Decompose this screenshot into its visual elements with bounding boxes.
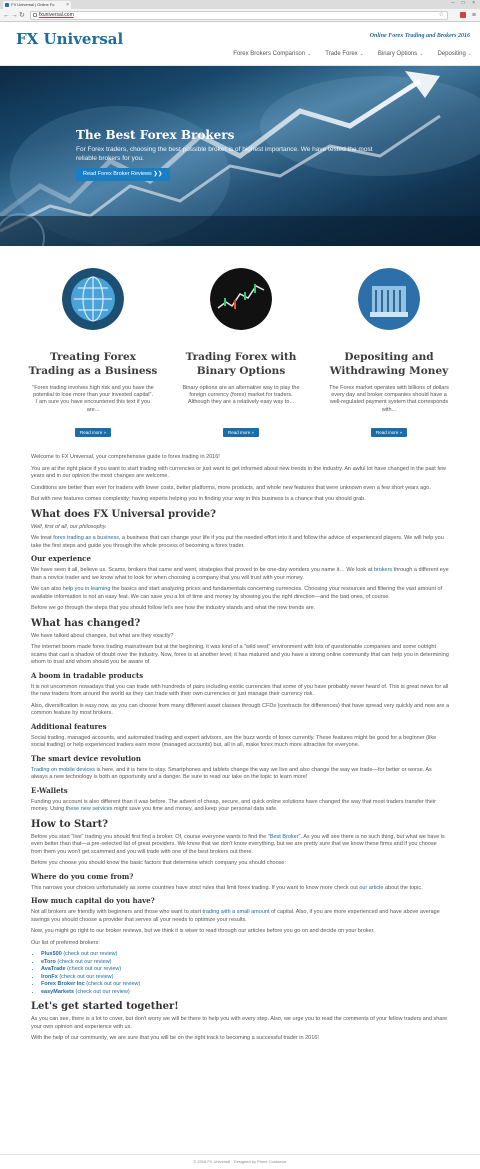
paragraph: Now, you might go right to our broker reviews, but we think it is wiser to read through our articles before you go on and decide on your broker. — [31, 928, 375, 934]
paragraph — [31, 799, 449, 814]
forward-arrow-icon[interactable]: → — [11, 12, 18, 19]
broker-name[interactable]: easyMarkets — [41, 988, 75, 995]
link-help-learning[interactable]: help you in learning — [62, 586, 111, 592]
nav-item-binary-options[interactable] — [378, 51, 424, 57]
text: through a different eye than a novice trader and we know what to look for when choosing a company that you will trust with your money. — [31, 567, 449, 581]
feature-business — [26, 268, 160, 439]
feature-binary-options — [174, 268, 308, 439]
read-reviews-button[interactable]: Read Forex Broker Reviews ❯❯ — [76, 168, 170, 181]
paragraph: Conditions are better than ever for traders with lower costs, better platforms, more products, and whole new features that were unknown even a few short years ago. — [31, 484, 431, 491]
hero-banner — [0, 66, 480, 246]
feature-excerpt: Binary options are an alternative way to play the foreign currency (forex) market for traders. Although they are a relatively easy way to... — [182, 385, 300, 406]
paragraph: It is not uncommon nowadays that you can trade with hundreds of pairs including exotic currencies that some of you have probably never heard of. This is great news for all the new traders from around the world as they can trade with their own currencies or just manage their currency risk. — [31, 683, 449, 697]
paragraph: Before you choose you should know the basic factors that determine which company you should choose: — [31, 860, 286, 866]
globe-image[interactable] — [62, 268, 124, 330]
broker-name[interactable]: AvaTrade — [41, 966, 66, 972]
text: the basics and start analyzing prices and fundamentals concerning currencies. Choosing your resources and filtering the vast amount of available information is not an easy feat. We can save you a lot of time and money by showing you the right direction—and the bad ones, of course. — [31, 586, 443, 600]
extension-icon[interactable] — [460, 12, 466, 18]
broker-review-link[interactable]: (check out our review) — [84, 981, 141, 987]
heading-how-to-start: How to Start? — [31, 818, 109, 830]
hero-subtitle: For Forex traders, choosing the best possible broker is of highest importance. We have tested the most reliable brokers for you. — [76, 146, 373, 162]
broker-name[interactable]: IronFx — [41, 973, 58, 980]
paragraph: But with new features comes complexity; having experts helping you in finding your way in this business is a chance that you should grab. — [31, 496, 366, 502]
nav-item-trade-forex[interactable] — [325, 51, 364, 57]
text: We have seen it all, believe us. Scams, brokers that came and went, strategies that proved to be one-day wonders you name it… We look at — [31, 567, 374, 573]
broker-review-link[interactable]: (check out our review) — [55, 958, 112, 965]
browser-tab-strip — [0, 0, 480, 9]
heading-smart-device: The smart device revolution — [31, 753, 141, 763]
bank-building-image[interactable] — [358, 268, 420, 330]
main-nav — [233, 51, 472, 57]
text: ". As you will see there is no such thing, but what we have is even better than that—a pre-selected list of great providers. We know that we don't know everything, but we are pretty sure that we know these firms and if you choose from them you won't get scammed and you will trade with one of the best brokers out there. — [31, 833, 445, 855]
feature-title[interactable]: Treating Forex Trading as a Business — [28, 351, 158, 377]
text: Before you start "live" trading you should first find a broker. Of, course everyone wants to find the " — [31, 833, 270, 840]
broker-review-link[interactable]: (check out our review) — [65, 966, 122, 972]
text: is here, and it is here to stay. Smartphones and tablets change the way we live and also change the way we trade—for better or worse. As always a new technology is both an opportunity and a danger. Be sure to read our take on the topic to learn more! — [31, 766, 432, 780]
text: This narrows your choices unfortunately as some countries have strict rules that limit forex trading. If you want to know more check out — [31, 884, 360, 891]
heading-changed: What has changed? — [31, 617, 141, 629]
nav-label: Forex Brokers Comparison — [233, 51, 305, 57]
feature-title[interactable]: Trading Forex with Binary Options — [185, 351, 297, 377]
broker-item[interactable] — [41, 959, 449, 967]
candlestick-chart-image[interactable] — [210, 268, 272, 330]
paragraph: With the help of our community, we are sure that you will be on the right track to becoming a successful trader in 2016! — [31, 1035, 319, 1041]
browser-menu-icon[interactable]: ≡ — [471, 12, 476, 19]
paragraph: We have talked about changes, but what are they exactly? — [31, 632, 174, 639]
text: about the topic. — [383, 884, 423, 891]
heading-where-from: Where do you come from? — [31, 871, 134, 881]
chevron-down-icon: ⌄ — [359, 51, 364, 57]
broker-item[interactable] — [41, 989, 449, 997]
favicon-icon — [5, 3, 9, 7]
link-best-broker[interactable]: Best Broker — [269, 833, 299, 840]
read-more-button[interactable]: Read more » — [75, 428, 111, 437]
broker-list — [41, 951, 449, 996]
window-controls[interactable]: – □ × — [451, 0, 478, 6]
feature-depositing — [322, 268, 456, 439]
heading-ewallets: E-Wallets — [31, 785, 68, 795]
text: might save you time and money, and keep your personal data safe. — [112, 806, 278, 812]
site-header — [0, 22, 480, 66]
nav-item-depositing[interactable] — [437, 51, 472, 57]
paragraph: Our list of preferred brokers: — [31, 939, 100, 946]
broker-review-link[interactable]: (check out our review) — [57, 973, 114, 980]
reload-icon[interactable]: ↻ — [19, 12, 25, 19]
browser-tab[interactable] — [3, 1, 71, 9]
paragraph — [31, 885, 449, 893]
heading-features: Additional features — [31, 721, 107, 731]
browser-toolbar — [0, 9, 480, 22]
close-tab-icon[interactable]: × — [66, 2, 69, 8]
nav-label: Trade Forex — [325, 51, 358, 57]
link-new-services[interactable]: these new services — [65, 806, 113, 812]
feature-title[interactable]: Depositing and Withdrawing Money — [329, 351, 449, 377]
paragraph: Before we go through the steps that you should follow let's see how the industry stands and what the new trends are. — [31, 605, 316, 611]
broker-name[interactable]: Plus500 — [41, 951, 62, 957]
nav-label: Binary Options — [377, 51, 418, 57]
broker-review-link[interactable]: (check out our review) — [61, 951, 118, 957]
site-logo[interactable]: FX Universal — [16, 30, 124, 48]
site-footer: © 2016 FX Universal · Designed by Prime Customizr — [0, 1154, 480, 1169]
heading-provide: What does FX Universal provide? — [31, 508, 216, 520]
read-more-button[interactable]: Read more » — [371, 428, 407, 437]
paragraph: You are at the right place if you want to start trading with currencies or just want to get informed about new trends in the industry. An awful lot have changed in the past few years and in our opinion the most changes are welcome. — [31, 465, 446, 479]
heading-experience: Our experience — [31, 554, 91, 563]
paragraph — [31, 767, 449, 782]
paragraph — [31, 909, 449, 924]
paragraph: Social trading, managed accounts, and automated trading and expert advisors, are the buzz words of forex currently. These features might be good for a beginner (like social trading) or help experienced traders earn more (managed accounts) but, all in all, make forex much more attractive for everyone. — [31, 734, 437, 748]
broker-item[interactable] — [41, 951, 449, 959]
link-brokers[interactable]: brokers — [373, 567, 393, 573]
paragraph: The internet boom made forex trading mainstream but at the beginning, it was kind of a "wild west" environment with lots of questionable companies and some outright scams that cast a shadow of doubt over the industry. Now, forex is at another level; it has matured and you have a strong online community that can help you in determining whom to trust and whom should you be aware of. — [31, 644, 449, 665]
paragraph — [31, 535, 449, 550]
broker-name[interactable]: Forex Broker Inc — [41, 981, 85, 987]
paragraph — [31, 586, 449, 601]
broker-name[interactable]: eToro — [41, 958, 56, 965]
back-arrow-icon[interactable]: ← — [3, 12, 10, 19]
main-article — [31, 454, 449, 1047]
text: , a business that can change your life if you put the needed effort into it and follow the advice of experienced players. We will help you take the first steps and guide you through the whole process of becoming a forex trader. — [31, 535, 444, 549]
site-tagline: Online Forex Trading and Brokers 2016 — [369, 33, 470, 39]
broker-item[interactable] — [41, 966, 449, 974]
browser-tab-title: FX Universal | Online Fo — [11, 2, 55, 7]
text: We treat — [31, 535, 54, 541]
paragraph-motto: Well, first of all, our philosophy. — [31, 523, 107, 530]
bookmark-star-icon[interactable]: ☆ — [438, 12, 444, 18]
page-info-icon[interactable] — [33, 13, 37, 17]
paragraph — [31, 834, 449, 857]
text: of capital. Also, if you are more experienced and have above average savings you should choose a provider that serves all your needs to optimize your results. — [31, 909, 440, 923]
broker-item[interactable] — [41, 974, 449, 982]
nav-label: Depositing — [437, 51, 466, 57]
link-forex-as-business[interactable]: forex trading as a business — [53, 535, 119, 541]
feature-excerpt: The Forex market operates with billions of dollars every day and broker companies should have a well-regulated payment system that corresponds with... — [329, 385, 449, 413]
chevron-down-icon: ⌄ — [307, 51, 312, 57]
heading-together: Let's get started together! — [31, 1001, 179, 1012]
link-small-amount[interactable]: trading with a small amount — [202, 909, 270, 915]
text: Not all brokers are friendly with beginners and those who want to start — [31, 909, 203, 915]
chevron-down-icon: ⌄ — [467, 51, 472, 57]
chevron-down-icon: ⌄ — [419, 51, 424, 57]
paragraph: Also, diversification is easy now, as you can choose from many different asset classes through CFDs (contracts for differences) that have spread very quickly and now are a common feature by most brokers. — [31, 702, 449, 716]
text: We can also — [31, 586, 63, 592]
broker-review-link[interactable]: (check out our review) — [74, 988, 130, 995]
hero-title: The Best Forex Brokers — [76, 128, 235, 142]
feature-excerpt: "Forex trading involves high risk and you have the potential to lose more than your invested capital". I am sure you have encountered this text if you are... — [32, 385, 154, 413]
broker-item[interactable] — [41, 981, 449, 989]
nav-item-brokers-comparison[interactable] — [233, 51, 311, 57]
paragraph: As you can see, there is a lot to cover, but don't worry we will be there to help you with every step. Also, we urge you to read the comments of your fellow traders and share your own opinion and experience with us. — [31, 1016, 448, 1030]
link-mobile-trading[interactable]: Trading on mobile devices — [31, 766, 95, 773]
text: Funding you account is also different than it was before. The advent of cheap, secure, and quick online solutions have changed the way that most traders transfer their money. Using — [31, 798, 436, 812]
url-text: fxuniversal.com — [39, 12, 74, 18]
address-bar[interactable] — [30, 11, 448, 20]
feature-columns — [26, 268, 456, 439]
read-more-button[interactable]: Read more » — [223, 428, 259, 437]
heading-boom: A boom in tradable products — [31, 670, 144, 680]
link-our-article[interactable]: our article — [359, 884, 384, 891]
heading-capital: How much capital do you have? — [31, 896, 155, 905]
paragraph — [31, 567, 449, 582]
paragraph: Welcome to FX Universal, your comprehensive guide to forex trading in 2016! — [31, 454, 220, 460]
